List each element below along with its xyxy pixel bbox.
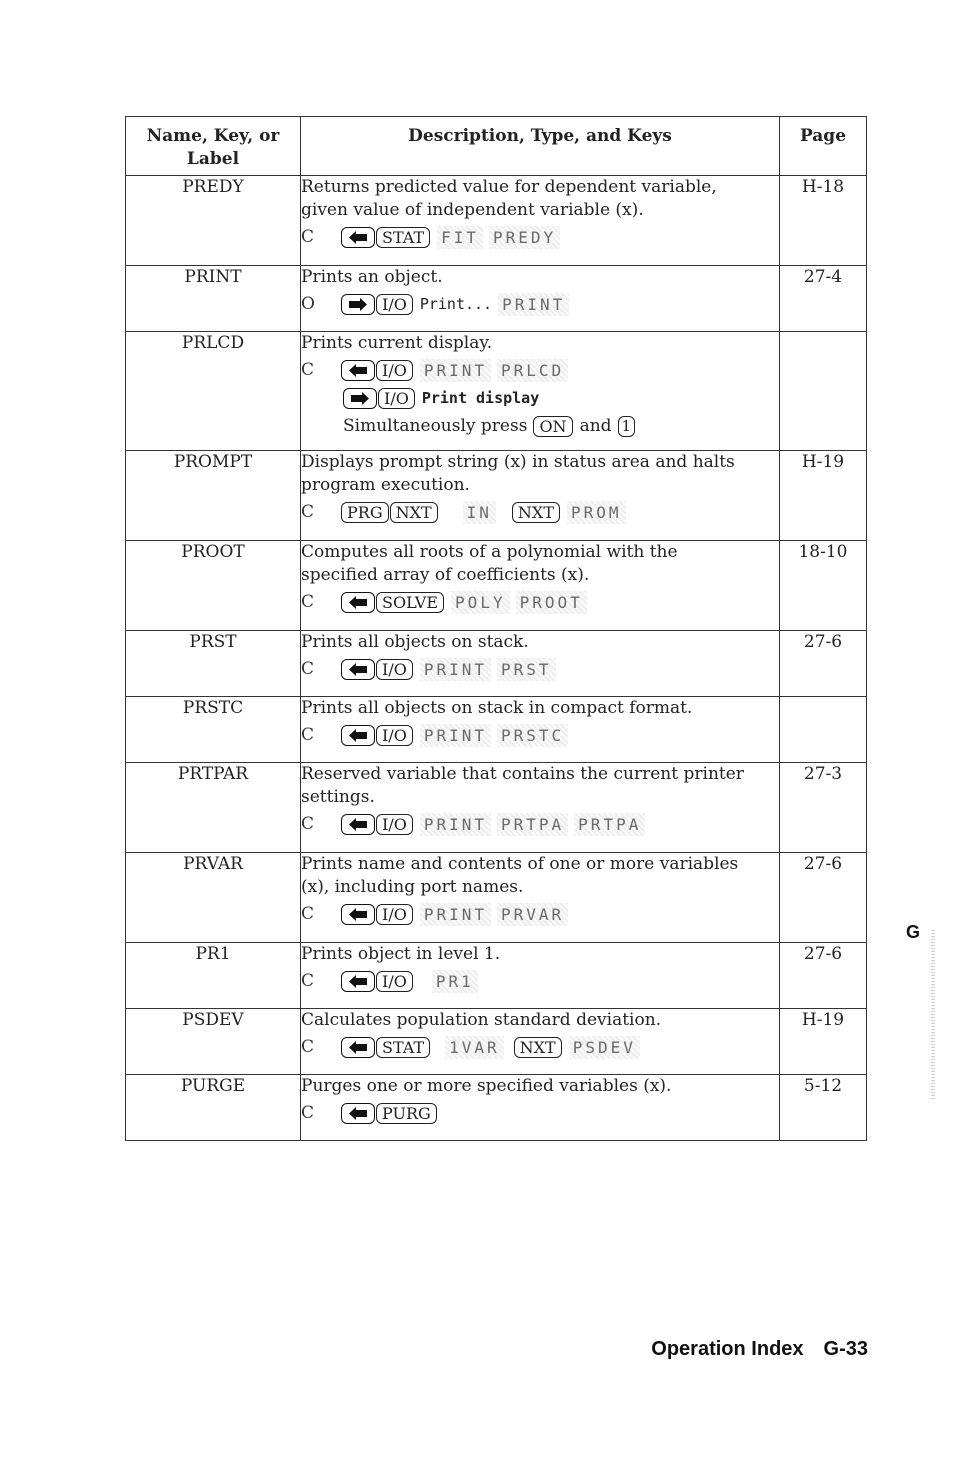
left-shift-icon bbox=[341, 227, 375, 248]
entry-name: PRVAR bbox=[126, 853, 301, 943]
entry-description bbox=[301, 1075, 780, 1141]
description-line: program execution. bbox=[301, 475, 470, 495]
menu-label: PRINT bbox=[420, 658, 491, 681]
table-row bbox=[126, 266, 867, 332]
key-sequence bbox=[301, 291, 779, 317]
key-sequence bbox=[301, 224, 779, 250]
left-shift-icon bbox=[341, 904, 375, 925]
command-type: C bbox=[301, 970, 315, 991]
description-line: specified array of coefficients (x). bbox=[301, 565, 590, 585]
entry-name: PRLCD bbox=[126, 332, 301, 451]
menu-label: PRINT bbox=[420, 903, 491, 926]
description-line: Prints an object. bbox=[301, 267, 443, 287]
description-line: Purges one or more specified variables (x). bbox=[301, 1076, 672, 1096]
key-nxt: NXT bbox=[512, 502, 560, 523]
entry-name: PR1 bbox=[126, 943, 301, 1009]
key-prg: PRG bbox=[341, 502, 389, 523]
left-shift-icon bbox=[341, 1103, 375, 1124]
left-shift-icon bbox=[341, 971, 375, 992]
left-shift-icon bbox=[341, 360, 375, 381]
and-text: and bbox=[579, 415, 612, 436]
description-line: (x), including port names. bbox=[301, 877, 524, 897]
table-row bbox=[126, 1009, 867, 1075]
entry-description bbox=[301, 943, 780, 1009]
entry-name: PROMPT bbox=[126, 451, 301, 541]
entry-page: 27-6 bbox=[780, 943, 867, 1009]
footer-section-title: Operation Index bbox=[651, 1338, 804, 1360]
left-shift-icon bbox=[341, 1037, 375, 1058]
menu-label: PSDEV bbox=[569, 1036, 640, 1059]
key-stat: STAT bbox=[376, 1037, 430, 1058]
entry-page: 27-3 bbox=[780, 763, 867, 853]
menu-label: PRINT bbox=[420, 724, 491, 747]
command-type: C bbox=[301, 903, 315, 924]
entry-name: PROOT bbox=[126, 541, 301, 631]
entry-description bbox=[301, 266, 780, 332]
key-sequence bbox=[301, 656, 779, 682]
entry-name: PRSTC bbox=[126, 697, 301, 763]
menu-label: PREDY bbox=[489, 226, 560, 249]
menu-label: PRINT bbox=[498, 293, 569, 316]
command-type: C bbox=[301, 1036, 315, 1057]
menu-label: PRSTC bbox=[497, 724, 568, 747]
menu-label: FIT bbox=[437, 226, 483, 249]
menu-label: PRINT bbox=[420, 359, 491, 382]
key-sequence bbox=[301, 811, 779, 837]
section-tab-letter: G bbox=[906, 922, 921, 942]
key-io: I/O bbox=[376, 294, 413, 315]
key-nxt: NXT bbox=[514, 1037, 562, 1058]
key-sequence bbox=[301, 1100, 779, 1126]
menu-label: PROOT bbox=[516, 591, 587, 614]
menu-label: PRTPA bbox=[497, 813, 568, 836]
key-1: 1 bbox=[618, 416, 636, 437]
command-type: C bbox=[301, 501, 315, 522]
table-row bbox=[126, 763, 867, 853]
entry-description bbox=[301, 541, 780, 631]
key-io: I/O bbox=[376, 725, 413, 746]
key-sequence bbox=[301, 499, 779, 525]
description-column-header: Description, Type, and Keys bbox=[301, 117, 780, 176]
entry-name: PREDY bbox=[126, 176, 301, 266]
menu-label: IN bbox=[463, 501, 496, 524]
description-line: Prints current display. bbox=[301, 333, 493, 353]
entry-description bbox=[301, 853, 780, 943]
menu-label: PRLCD bbox=[497, 359, 568, 382]
key-sequence bbox=[301, 968, 779, 994]
program-command: Print display bbox=[421, 388, 540, 407]
description-line: Prints name and contents of one or more variables bbox=[301, 854, 739, 874]
description-line: Prints all objects on stack in compact format. bbox=[301, 698, 693, 718]
key-io: I/O bbox=[376, 360, 413, 381]
command-type: C bbox=[301, 226, 315, 247]
menu-label: PRTPA bbox=[574, 813, 645, 836]
page-number: G-33 bbox=[823, 1338, 868, 1360]
entry-name: PSDEV bbox=[126, 1009, 301, 1075]
description-line: Computes all roots of a polynomial with the bbox=[301, 542, 678, 562]
entry-page: 27-6 bbox=[780, 853, 867, 943]
key-sequence bbox=[301, 1034, 779, 1060]
entry-name: PRTPAR bbox=[126, 763, 301, 853]
name-column-header: Name, Key, or Label bbox=[126, 117, 301, 176]
section-tab-strip bbox=[931, 930, 935, 1100]
entry-name: PRST bbox=[126, 631, 301, 697]
command-type: C bbox=[301, 1102, 315, 1123]
entry-description bbox=[301, 1009, 780, 1075]
table-row bbox=[126, 332, 867, 451]
description-line: Calculates population standard deviation. bbox=[301, 1010, 662, 1030]
description-line: given value of independent variable (x). bbox=[301, 200, 644, 220]
entry-page: 18-10 bbox=[780, 541, 867, 631]
left-shift-icon bbox=[341, 659, 375, 680]
entry-page: H-19 bbox=[780, 451, 867, 541]
left-shift-icon bbox=[341, 592, 375, 613]
command-type: C bbox=[301, 724, 315, 745]
command-type: C bbox=[301, 359, 315, 380]
left-shift-icon bbox=[341, 725, 375, 746]
command-type: C bbox=[301, 658, 315, 679]
right-shift-icon bbox=[341, 294, 375, 315]
table-row bbox=[126, 631, 867, 697]
key-sequence bbox=[301, 722, 779, 748]
menu-label: PRINT bbox=[420, 813, 491, 836]
table-row bbox=[126, 451, 867, 541]
description-line: Reserved variable that contains the current printer bbox=[301, 764, 744, 784]
menu-label: PROM bbox=[567, 501, 626, 524]
page-column-header: Page bbox=[780, 117, 867, 176]
simultaneous-text: Simultaneously press bbox=[343, 415, 528, 436]
entry-description bbox=[301, 176, 780, 266]
description-line: Displays prompt string (x) in status area and halts bbox=[301, 452, 735, 472]
description-line: Prints all objects on stack. bbox=[301, 632, 529, 652]
entry-page: 27-6 bbox=[780, 631, 867, 697]
menu-label: PR1 bbox=[432, 970, 478, 993]
key-io: I/O bbox=[376, 659, 413, 680]
key-on: ON bbox=[533, 416, 572, 437]
key-sequence bbox=[301, 589, 779, 615]
key-sequence bbox=[301, 901, 779, 927]
command-type: O bbox=[301, 293, 315, 314]
key-sequence bbox=[301, 357, 779, 383]
entry-page bbox=[780, 697, 867, 763]
left-shift-icon bbox=[341, 814, 375, 835]
command-type: C bbox=[301, 813, 315, 834]
entry-page: 27-4 bbox=[780, 266, 867, 332]
key-sequence bbox=[301, 413, 779, 439]
table-row bbox=[126, 176, 867, 266]
entry-description bbox=[301, 697, 780, 763]
table-row bbox=[126, 697, 867, 763]
program-command: Print... bbox=[419, 294, 493, 313]
right-shift-icon bbox=[343, 388, 377, 409]
menu-label: 1VAR bbox=[445, 1036, 504, 1059]
entry-description bbox=[301, 332, 780, 451]
key-io: I/O bbox=[376, 904, 413, 925]
key-io: I/O bbox=[378, 388, 415, 409]
entry-page: H-18 bbox=[780, 176, 867, 266]
page-footer bbox=[651, 1338, 868, 1361]
table-header-row bbox=[126, 117, 867, 176]
key-sequence bbox=[301, 385, 779, 411]
command-type: C bbox=[301, 591, 315, 612]
operation-index-table bbox=[125, 116, 867, 1141]
description-line: Prints object in level 1. bbox=[301, 944, 501, 964]
entry-page bbox=[780, 332, 867, 451]
key-io: I/O bbox=[376, 814, 413, 835]
description-line: Returns predicted value for dependent variable, bbox=[301, 177, 717, 197]
entry-name: PRINT bbox=[126, 266, 301, 332]
entry-description bbox=[301, 763, 780, 853]
entry-page: H-19 bbox=[780, 1009, 867, 1075]
table-row bbox=[126, 853, 867, 943]
description-line: settings. bbox=[301, 787, 375, 807]
entry-name: PURGE bbox=[126, 1075, 301, 1141]
menu-label: POLY bbox=[451, 591, 510, 614]
key-io: I/O bbox=[376, 971, 413, 992]
key-purg: PURG bbox=[376, 1103, 437, 1124]
key-stat: STAT bbox=[376, 227, 430, 248]
table-row bbox=[126, 541, 867, 631]
menu-label: PRST bbox=[497, 658, 556, 681]
table-row bbox=[126, 1075, 867, 1141]
entry-description bbox=[301, 451, 780, 541]
key-solve: SOLVE bbox=[376, 592, 444, 613]
menu-label: PRVAR bbox=[497, 903, 568, 926]
table-row bbox=[126, 943, 867, 1009]
entry-description bbox=[301, 631, 780, 697]
key-nxt: NXT bbox=[390, 502, 438, 523]
entry-page: 5-12 bbox=[780, 1075, 867, 1141]
